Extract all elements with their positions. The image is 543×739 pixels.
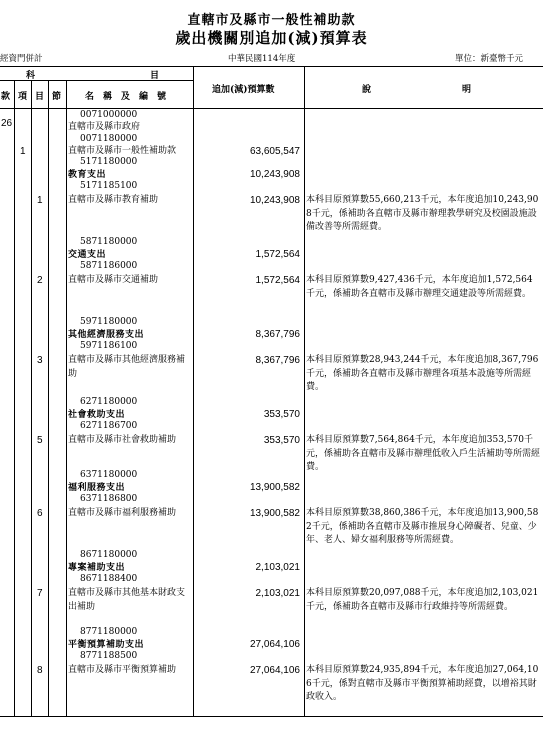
header-shuo: 說: [362, 85, 372, 95]
subitem-amount: 13,900,582: [249, 508, 300, 519]
document-title: 直轄市及縣市一般性補助款: [187, 13, 356, 28]
group-amount: 353,570: [263, 409, 300, 420]
subitem-number: 2: [37, 275, 43, 286]
group-name: 福利服務支出: [68, 483, 126, 493]
agency-name: 直轄市及縣市政府: [68, 122, 141, 132]
subitem-code: 8771188500: [80, 651, 138, 661]
group-amount: 13,900,582: [249, 482, 300, 493]
subitem-code: 5171185100: [80, 181, 138, 191]
subitem-name: 直轄市及縣市教育補助: [68, 195, 159, 205]
item-name: 直轄市及縣市一般性補助款: [68, 146, 177, 156]
subitem-amount: 2,103,021: [255, 588, 300, 599]
header-xiang: 項: [18, 92, 28, 102]
subitem-description: 本科目原預算數38,860,386千元，本年度追加13,900,582千元，係補助各直轄市及縣市推展身心障礙者、兒童、少年、老人、婦女福利服務等所需經費。: [306, 508, 539, 545]
item-code: 0071180000: [80, 134, 138, 144]
header-name-code: 名 稱 及 編 號: [85, 92, 167, 102]
group-name: 其他經濟服務支出: [68, 330, 145, 340]
subitem-number: 7: [37, 588, 43, 599]
group-name: 專案補助支出: [68, 563, 126, 573]
kuan-number: 26: [1, 118, 13, 129]
group-name: 交通支出: [68, 250, 107, 260]
subitem-code: 8671188400: [80, 574, 138, 584]
header-ming: 明: [462, 85, 472, 95]
group-amount: 8,367,796: [255, 329, 300, 340]
item-amount: 63,605,547: [249, 146, 300, 157]
document-subtitle: 歲出機關別追加(減)預算表: [175, 29, 368, 47]
subitem-number: 6: [37, 508, 43, 519]
header-kuan: 款: [1, 92, 11, 102]
group-code: 8671180000: [80, 550, 138, 560]
subitem-description: 本科目原預算數7,564,864千元，本年度追加353,570千元，係補助各直轄市及縣市辦理低收入戶生活補助等所需經費。: [306, 435, 541, 472]
subitem-amount: 353,570: [263, 435, 300, 446]
subitem-name: 直轄市及縣市福利服務補助: [68, 508, 177, 518]
group-name: 平衡預算補助支出: [68, 640, 145, 650]
header-ke: 科: [26, 71, 36, 81]
header-left-note: 經資門併計: [0, 54, 43, 64]
subitem-description: 本科目原預算數20,097,088千元，本年度追加2,103,021千元，係補助各直轄市及縣市行政維持等所需經費。: [306, 588, 539, 612]
subitem-number: 3: [37, 355, 43, 366]
group-code: 5871180000: [80, 237, 138, 247]
subitem-amount: 27,064,106: [249, 665, 300, 676]
subitem-number: 1: [37, 195, 43, 206]
subitem-amount: 10,243,908: [249, 195, 300, 206]
subitem-name: 直轄市及縣市交通補助: [68, 275, 159, 285]
subitem-number: 5: [37, 435, 43, 446]
group-code: 6271180000: [80, 397, 138, 407]
header-mu: 目: [150, 71, 160, 81]
group-code: 5971180000: [80, 317, 138, 327]
group-code: 6371180000: [80, 470, 138, 480]
header-amount: 追加(減)預算數: [212, 85, 275, 95]
subitem-code: 6371186800: [80, 494, 138, 504]
subitem-name: 直轄市及縣市平衡預算補助: [68, 665, 177, 675]
subitem-code: 5971186100: [80, 341, 138, 351]
group-amount: 10,243,908: [249, 169, 300, 180]
group-code: 5171180000: [80, 157, 138, 167]
header-mu2: 目: [35, 92, 45, 102]
subitem-name: 直轄市及縣市社會救助補助: [68, 435, 177, 445]
subitem-description: 本科目原預算數24,935,894千元，本年度追加27,064,106千元，係對直轄市及縣市平衡預算補助經費，以增裕其財政收入。: [306, 665, 539, 702]
subitem-code: 6271186700: [80, 421, 138, 431]
agency-code: 0071000000: [80, 110, 138, 120]
subitem-description: 本科目原預算數28,943,244千元，本年度追加8,367,796千元，係補助各直轄市及縣市辦理各項基本設施等所需經費。: [306, 355, 539, 392]
subitem-amount: 8,367,796: [255, 355, 300, 366]
unit-note: 單位：新臺幣千元: [455, 54, 524, 64]
group-code: 8771180000: [80, 627, 138, 637]
group-amount: 1,572,564: [255, 249, 300, 260]
header-jie: 節: [52, 92, 62, 102]
subitem-code: 5871186000: [80, 261, 138, 271]
group-name: 教育支出: [68, 170, 107, 180]
group-amount: 27,064,106: [249, 639, 300, 650]
subitem-amount: 1,572,564: [255, 275, 300, 286]
group-name: 社會救助支出: [68, 410, 126, 420]
fiscal-year: 中華民國114年度: [228, 54, 296, 64]
subitem-number: 8: [37, 665, 43, 676]
subitem-description: 本科目原預算數55,660,213千元，本年度追加10,243,908千元，係補助各直轄市及縣市辦理教學研究及校園設施設備改善等所需經費。: [306, 195, 539, 232]
subitem-name: 直轄市及縣市其他基本財政支出補助: [68, 588, 186, 612]
item-number: 1: [20, 146, 26, 157]
group-amount: 2,103,021: [255, 562, 300, 573]
subitem-name: 直轄市及縣市其他經濟服務補助: [68, 355, 186, 379]
subitem-description: 本科目原預算數9,427,436千元，本年度追加1,572,564千元，係補助各直轄市及縣市辦理交通建設等所需經費。: [306, 275, 533, 299]
